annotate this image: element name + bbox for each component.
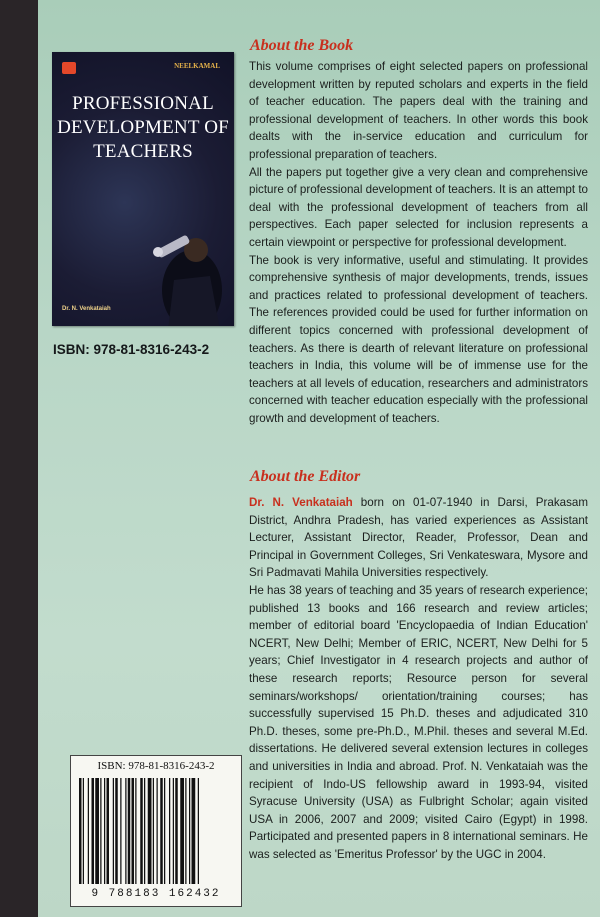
about-book-paragraph: This volume comprises of eight selected papers on professional development written by reputed scholars and experts in the field of teacher education. The papers deal with the training and professional development of teachers. In other words this book dealts with the in-service education and curriculum for professional preparation of teachers. — [249, 60, 588, 161]
about-editor-heading: About the Editor — [250, 468, 361, 485]
editor-name: Dr. N. Venkataiah — [249, 496, 353, 509]
about-book-paragraph: The book is very informative, useful and stimulating. It provides comprehensive synthesis of major developments, trends, issues and practices related to professional development of teachers. The references provided could be used for further information on different topics concerned with professional development of teachers. As there is dearth of relevant literature on professional teachers in India, this volume will be of immense use for the teachers at all levels of education, researchers and administrators concerned with teacher education especially with the professional growth and development of teachers. — [249, 253, 588, 425]
publisher-logo-icon — [62, 62, 76, 74]
barcode-isbn-text: ISBN: 978-81-8316-243-2 — [97, 760, 215, 772]
cover-title-line: TEACHERS — [93, 141, 193, 162]
barcode-digits: 9 788183 162432 — [91, 888, 221, 900]
about-book-heading: About the Book — [250, 37, 354, 54]
cover-title-line: PROFESSIONAL — [72, 93, 214, 114]
about-book-paragraph: All the papers put together give a very clean and comprehensive picture of professional development of teachers. It is an attempt to deal with the professional development of teachers from all perspectives. Each paper selected for inclusion represents a certain viewpoint or perspective for professional development. — [249, 165, 588, 249]
about-editor-text — [249, 494, 588, 863]
cover-publisher: NEELKAMAL — [174, 62, 220, 70]
editor-paragraph — [249, 494, 588, 582]
cover-thumbnail — [52, 52, 234, 326]
cover-title-line: DEVELOPMENT OF — [57, 117, 229, 138]
about-book-text — [249, 58, 588, 427]
editor-bio-text: born on 01-07-1940 in Darsi, Prakasam District, Andhra Pradesh, has varied experiences as Assistant Lecturer, Assistant Director, Reader, Professor, Dean and Principal in Government Colleges, Sri Venkateswara, Mysore and Sri Padmavati Mahila Universities respectively. — [249, 496, 588, 580]
telescope-figure-illustration — [148, 220, 228, 326]
barcode-label — [70, 755, 242, 907]
book-spine — [0, 0, 38, 917]
cover-title — [52, 92, 234, 164]
isbn-label: ISBN: 978-81-8316-243-2 — [53, 342, 210, 357]
cover-author: Dr. N. Venkataiah — [62, 306, 111, 312]
barcode-icon — [77, 778, 235, 886]
editor-paragraph: He has 38 years of teaching and 35 years of research experience; published 13 books and 166 research and review articles; member of editorial board 'Encyclopaedia of Indian Education' NCERT, New Delhi; Member of ERIC, NCERT, New Delhi for 5 years; Chief Investigator in 4 research projects and author of these research reports; Resource person for several seminars/workshops/ orientation/training courses; has successfully supervised 15 Ph.D. theses and adjudicated 310 Ph.D. theses, some pre-Ph.D., M.Phil. theses and several M.Ed. dissertations. He delivered several extension lectures in colleges and universities in India and abroad. Prof. N. Venkataiah was the recipient of Indo-US fellowship award in 1993-94, visited Syracuse University (USA) as Fulbright Scholar; again visited USA in 2006, 2007 and 2009; visited Cairo (Egypt) in 1998. Participated and presented papers in 8 international seminars. He was selected as 'Emeritus Professor' by the UGC in 2004. — [249, 583, 588, 861]
